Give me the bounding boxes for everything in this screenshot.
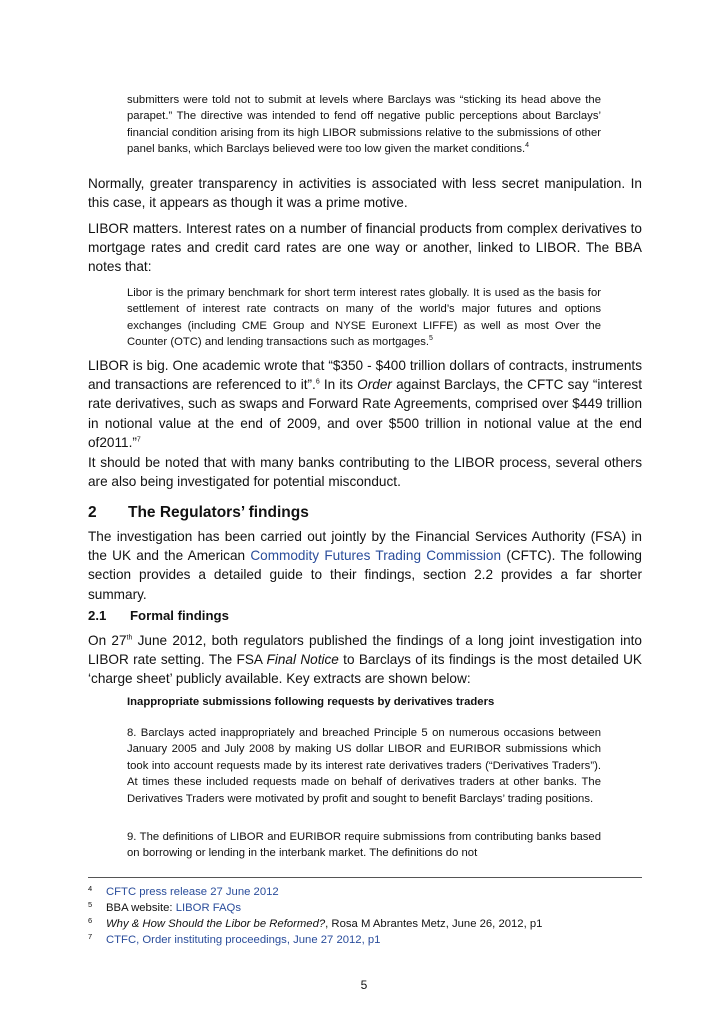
paragraph-other-banks: It should be noted that with many banks contributing to the LIBOR process, several others are also being investigated for potential misconduct. <box>88 455 642 490</box>
paragraph-libor-matters: LIBOR matters. Interest rates on a number of financial products from complex derivatives to mortgage rates and credit card rates are one way or another, linked to LIBOR. The BBA notes that: <box>88 221 642 275</box>
extract-heading: Inappropriate submissions following requests by derivatives traders <box>127 696 495 708</box>
footnote-ref-6[interactable]: 6 <box>315 378 320 386</box>
cftc-order-link[interactable]: CTFC, Order instituting proceedings, June 27 2012, p1 <box>106 934 381 946</box>
footnote-ref-4[interactable]: 4 <box>525 142 530 150</box>
paragraph-investigation: The investigation has been carried out jointly by the Financial Services Authority (FSA) in the UK and the American Commodity Futures Trading Commission (CFTC). The following section provides a detailed guide to their findings, section 2.2 provides a far shorter summary. <box>88 529 642 602</box>
paragraph-transparency: Normally, greater transparency in activities is associated with less secret manipulation. In this case, it appears as though it was a prime motive. <box>88 176 642 211</box>
libor-faqs-link[interactable]: LIBOR FAQs <box>175 902 241 914</box>
document-page: submitters were told not to submit at levels where Barclays was “sticking its head above the parapet.” The directive was intended to fend off negative public perceptions about Barclays’ financial condition arising from its high LIBOR submissions relative to the submissions of other panel banks, which Barclays believed were too low given the market conditions.$^4$ Normally, greater transparency in activities is associated with less secret manipulation. In this case, it appears as though it was a prime motive. LIBOR matters. Interest rates on a number of financial products from complex derivatives to mortgage rates and credit card rates are one way or another, linked to LIBOR. The BBA notes that: Libor is the primary benchmark for short term interest rates globally. It is used as the basis for settlement of interest rate contracts on many of the world’s major futures and options exchanges (including CME Group and NYSE Euronext LIFFE) as well as most Over the Counter (OTC) and lending transactions such as mortgages.$^5$ LIBOR is big. One academic wrote that “$350 - $400 trillion dollars of contracts, instruments and transactions are referenced to it”.$^6$ In its Order against Barclays, the CFTC say “interest rate derivatives, such as swaps and Forward Rate Agreements, comprised over $449 trillion in notional value at the end of 2009, and over $500 trillion in notional value at the end of2011.”$^7$ It should be noted that with many banks contributing to the LIBOR process, several others are also being investigated for potential misconduct. 2 The Regulators’ findings The investigation has been carried out jointly by the Financial Services Authority (FSA) in the UK and the American Commodity Futures Trading Commission (CFTC). The following section provides a detailed guide to their findings, section 2.2 provides a far shorter summary. 2.1 Formal findings On 27th June 2012, both regulators published the findings of a long joint investigation into LIBOR rate setting. The FSA Final Notice to Barclays of its findings is the most detailed UK ‘charge sheet’ publicly available. Key extracts are shown below: Inappropriate submissions following requests by derivatives traders 8. Barclays acted inappropriately and breached Principle 5 on numerous occasions between January 2005 and July 2008 by making US dollar LIBOR and EURIBOR submissions which took into account requests made by its interest rate derivatives traders (“Derivatives Traders”). At times these included requests made on behalf of derivatives traders at other banks. The Derivatives Traders were motivated by profit and sought to benefit Barclays’ trading positions. 9. The definitions of LIBOR and EURIBOR require submissions from contributing banks based on borrowing or lending in the interbank market. The definitions do not 4 CFTC press release 27 June 2012 5 BBA website: LIBOR FAQs 6 Why & How Should the Libor be Reformed?, Rosa M Abrantes Metz, June 26, 2012, p1 7 CTFC, Order instituting proceedings, June 27 2012, p1 5 <box>0 0 728 1030</box>
cftc-press-release-link[interactable]: CFTC press release 27 June 2012 <box>106 886 279 898</box>
quote-bba-libor: Libor is the primary benchmark for short term interest rates globally. It is used as the basis for settlement of interest rate contracts on many of the world’s major futures and options exchanges (including CME Group and NYSE Euronext LIFFE) as well as most Over the Counter (OTC) and lending transactions such as mortgages.$^5$ <box>127 287 601 349</box>
quote-barclays-directive: submitters were told not to submit at levels where Barclays was “sticking its head above the parapet.” The directive was intended to fend off negative public perceptions about Barclays’ financial condition arising from its high LIBOR submissions relative to the submissions of other panel banks, which Barclays believed were too low given the market conditions.$^4$ <box>127 94 601 156</box>
footnote-ref-7[interactable]: 7 <box>136 436 141 444</box>
page-number: 5 <box>360 978 368 992</box>
paragraph-formal-findings: On 27th June 2012, both regulators published the findings of a long joint investigation into LIBOR rate setting. The FSA Final Notice to Barclays of its findings is the most detailed UK ‘charge sheet’ publicly available. Key extracts are shown below: <box>88 633 642 687</box>
paragraph-libor-big: LIBOR is big. One academic wrote that “$350 - $400 trillion dollars of contracts, instruments and transactions are referenced to it”.$^6$ In its Order against Barclays, the CFTC say “interest rate derivatives, such as swaps and Forward Rate Agreements, comprised over $449 trillion in notional value at the end of 2009, and over $500 trillion in notional value at the end of2011.”$^7$ <box>88 358 642 450</box>
footnote-ref-5[interactable]: 5 <box>429 335 433 343</box>
extract-paragraph-9: 9. The definitions of LIBOR and EURIBOR require submissions from contributing banks based on borrowing or lending in the interbank market. The definitions do not <box>127 831 601 860</box>
section-2-heading: 2 The Regulators’ findings <box>88 504 309 521</box>
extract-paragraph-8: 8. Barclays acted inappropriately and breached Principle 5 on numerous occasions between January 2005 and July 2008 by making US dollar LIBOR and EURIBOR submissions which took into account requests made by its interest rate derivatives traders (“Derivatives Traders”). At times these included requests made on behalf of derivatives traders at other banks. The Derivatives Traders were motivated by profit and sought to benefit Barclays’ trading positions. <box>127 727 601 805</box>
footnote-divider <box>88 877 642 878</box>
cftc-link[interactable]: Commodity Futures Trading Commission <box>250 548 502 564</box>
section-2-1-heading: 2.1 Formal findings <box>88 608 229 623</box>
